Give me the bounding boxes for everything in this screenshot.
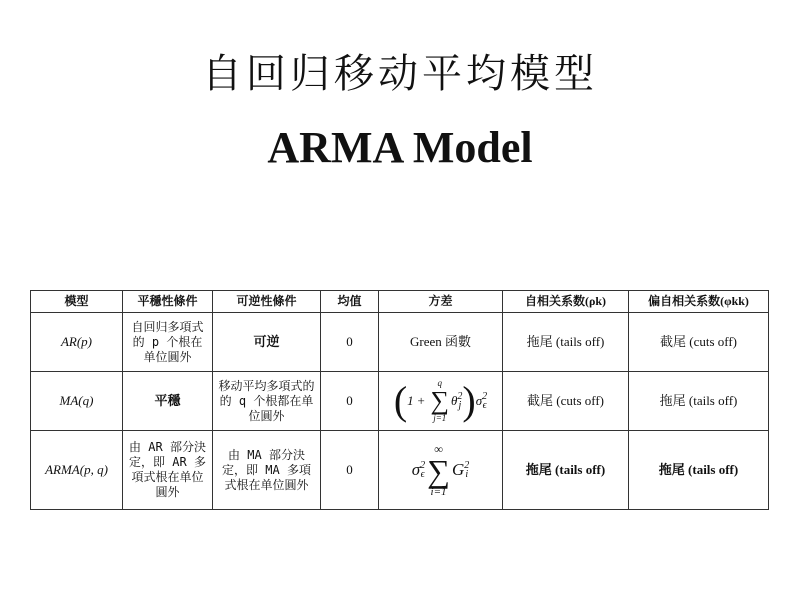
header-model: 模型 — [31, 291, 123, 313]
close-paren: ) — [462, 378, 476, 423]
cell-mean: 0 — [321, 372, 379, 431]
sum-upper-limit: q — [437, 378, 442, 388]
table-row-arma — [31, 431, 769, 510]
cell-variance — [379, 372, 503, 431]
cell-stationarity: 自回归多項式的 p 个根在单位圓外 — [123, 313, 213, 372]
sigma-sup: 2 — [420, 460, 426, 471]
g-sub: i — [465, 469, 469, 480]
ma-variance-formula — [394, 379, 487, 423]
sigma-sub: ϵ — [420, 469, 425, 480]
g-symbol: G — [451, 460, 465, 480]
cell-invertibility: 移动平均多項式的的 q 个根都在单位圓外 — [213, 372, 321, 431]
cell-pacf: 拖尾 (tails off) — [629, 431, 769, 510]
cell-acf: 截尾 (cuts off) — [503, 372, 629, 431]
theta-sub: j — [458, 400, 462, 411]
cell-mean: 0 — [321, 431, 379, 510]
header-pacf: 偏自相关系数(φkk) — [629, 291, 769, 313]
sum-lower-limit: j=1 — [433, 413, 447, 423]
table-row-ar — [31, 313, 769, 372]
cell-model: MA(q) — [31, 372, 123, 431]
sigma-sup: 2 — [482, 391, 488, 402]
cell-acf: 拖尾 (tails off) — [503, 431, 629, 510]
sigma-symbol: σ — [475, 392, 483, 408]
ma-one: 1 — [407, 392, 414, 408]
arma-variance-formula — [412, 443, 469, 498]
g-sup: 2 — [464, 460, 470, 471]
cell-invertibility: 可逆 — [213, 313, 321, 372]
cell-model: AR(p) — [31, 313, 123, 372]
sigma-symbol: σ — [411, 460, 421, 480]
sum-upper-limit: ∞ — [434, 441, 443, 456]
cell-pacf: 截尾 (cuts off) — [629, 313, 769, 372]
summation-symbol: ∞ ∑ i=1 — [427, 441, 450, 498]
table-header-row — [31, 291, 769, 313]
summation-symbol: q ∑ j=1 — [430, 378, 449, 423]
cell-pacf: 拖尾 (tails off) — [629, 372, 769, 431]
open-paren: ( — [393, 378, 408, 423]
sum-lower-limit: i=1 — [430, 485, 447, 498]
header-invertibility: 可逆性條件 — [213, 291, 321, 313]
sigma-sub: ϵ — [482, 400, 487, 411]
page-title-english: ARMA Model — [267, 123, 533, 172]
cell-acf: 拖尾 (tails off) — [503, 313, 629, 372]
ma-plus: + — [416, 392, 426, 408]
header-acf: 自相关系数(ρk) — [503, 291, 629, 313]
page-title-chinese: 自回归移动平均模型 — [202, 51, 598, 97]
cell-stationarity: 由 AR 部分決定，即 AR 多項式根在单位圓外 — [123, 431, 213, 510]
arma-comparison-table — [30, 290, 769, 510]
cell-invertibility: 由 MA 部分決定，即 MA 多項式根在单位圓外 — [213, 431, 321, 510]
cell-model: ARMA(p, q) — [31, 431, 123, 510]
cell-variance: Green 函數 — [379, 313, 503, 372]
cell-variance — [379, 431, 503, 510]
table-row-ma — [31, 372, 769, 431]
cell-stationarity: 平穩 — [123, 372, 213, 431]
header-mean: 均值 — [321, 291, 379, 313]
theta-sup: 2 — [457, 391, 463, 402]
header-stationarity: 平穩性條件 — [123, 291, 213, 313]
theta-symbol: θ — [451, 392, 458, 408]
header-variance: 方差 — [379, 291, 503, 313]
cell-mean: 0 — [321, 313, 379, 372]
